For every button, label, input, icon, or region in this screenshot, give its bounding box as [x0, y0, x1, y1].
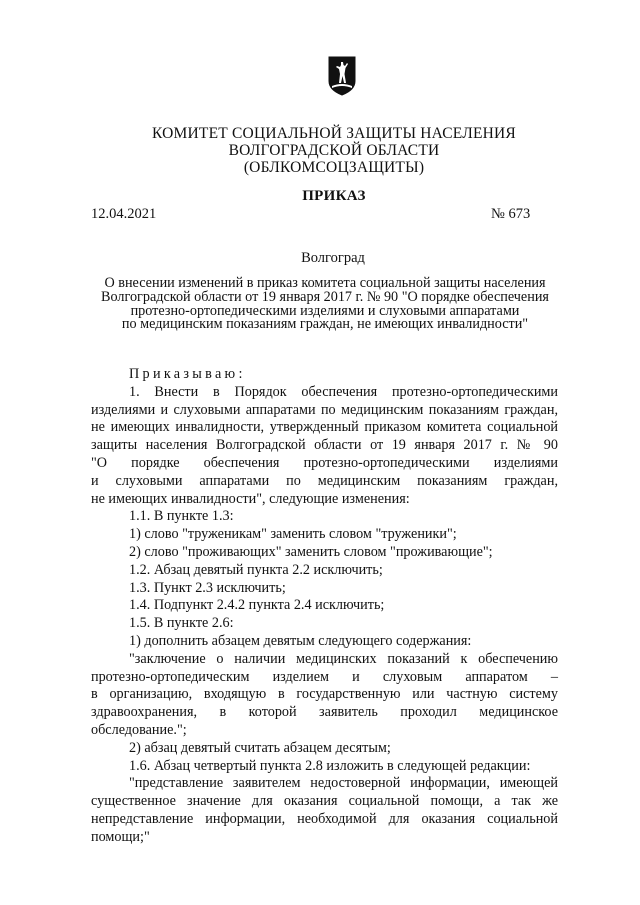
body-line: и слуховыми аппаратами по медицинским показаниям граждан,	[91, 472, 558, 489]
body-line: 2) слово "проживающих" заменить словом "проживающие";	[129, 543, 493, 560]
document-date: 12.04.2021	[91, 206, 157, 222]
document-subject	[90, 277, 560, 332]
body-line: 1.6. Абзац четвертый пункта 2.8 изложить в следующей редакции:	[129, 757, 531, 774]
body-line: обследование.";	[91, 721, 187, 738]
body-line: 1.1. В пункте 1.3:	[129, 508, 234, 525]
committee-line: ВОЛГОГРАДСКОЙ ОБЛАСТИ	[228, 142, 440, 159]
body-line: 1. Внести в Порядок обеспечения протезно-ортопедическими	[129, 383, 558, 400]
body-line: изделиями и слуховыми аппаратами по медицинским показаниям граждан,	[91, 401, 558, 418]
body-line: 1.3. Пункт 2.3 исключить;	[129, 579, 286, 596]
body-line: в организацию, входящую в государственную или частную систему	[91, 686, 558, 703]
body-line: здравоохранения, в которой заявитель проходил медицинское	[91, 704, 558, 721]
subject-line: Волгоградской области от 19 января 2017 г. № 90 "О порядке обеспечения	[101, 288, 549, 305]
city-line	[0, 250, 640, 267]
subject-line: по медицинским показаниям граждан, не имеющих инвалидности"	[121, 316, 529, 333]
body-line: 1) слово "труженикам" заменить словом "труженики";	[129, 526, 457, 543]
committee-line: КОМИТЕТ СОЦИАЛЬНОЙ ЗАЩИТЫ НАСЕЛЕНИЯ	[152, 125, 516, 142]
body-line: непредставление информации, необходимой для оказания социальной	[91, 810, 558, 827]
order-word: Приказываю:	[129, 366, 246, 382]
committee-name	[0, 125, 640, 176]
city: Волгоград	[301, 250, 365, 266]
body-line: "заключение о наличии медицинских показаний к обеспечению	[129, 650, 558, 667]
body-line: помощи;"	[91, 828, 150, 845]
body-line: 1.2. Абзац девятый пункта 2.2 исключить;	[129, 561, 383, 578]
document-body	[91, 366, 558, 847]
body-line: "представление заявителем недостоверной информации, имеющей	[129, 775, 558, 792]
body-line: 2) абзац девятый считать абзацем десятым;	[129, 739, 391, 756]
body-line: 1) дополнить абзацем девятым следующего содержания:	[129, 632, 472, 649]
body-line: "О порядке обеспечения протезно-ортопедическими изделиями	[91, 454, 558, 471]
body-line: защиты населения Волгоградской области от 19 января 2017 г. № 90	[91, 437, 558, 454]
document-number: № 673	[491, 206, 531, 222]
document-type-heading	[0, 188, 640, 205]
body-line: не имеющих инвалидности", следующие изменения:	[91, 490, 410, 507]
subject-line: протезно-ортопедическими изделиями и слуховыми аппаратами	[130, 302, 520, 319]
body-line: не имеющих инвалидности, утвержденный приказом комитета социальной	[91, 419, 558, 436]
document-type: ПРИКАЗ	[302, 188, 366, 204]
body-line: 1.4. Подпункт 2.4.2 пункта 2.4 исключить;	[129, 597, 385, 614]
body-line: 1.5. В пункте 2.6:	[129, 615, 234, 632]
subject-line: О внесении изменений в приказ комитета социальной защиты населения	[104, 275, 546, 291]
volgograd-coat-of-arms-icon	[328, 56, 356, 96]
body-line: существенное значение для оказания социальной помощи, а так же	[91, 793, 558, 810]
body-line: протезно-ортопедическим изделием и слуховым аппаратом –	[91, 668, 558, 685]
committee-line: (ОБЛКОМСОЦЗАЩИТЫ)	[243, 159, 425, 176]
